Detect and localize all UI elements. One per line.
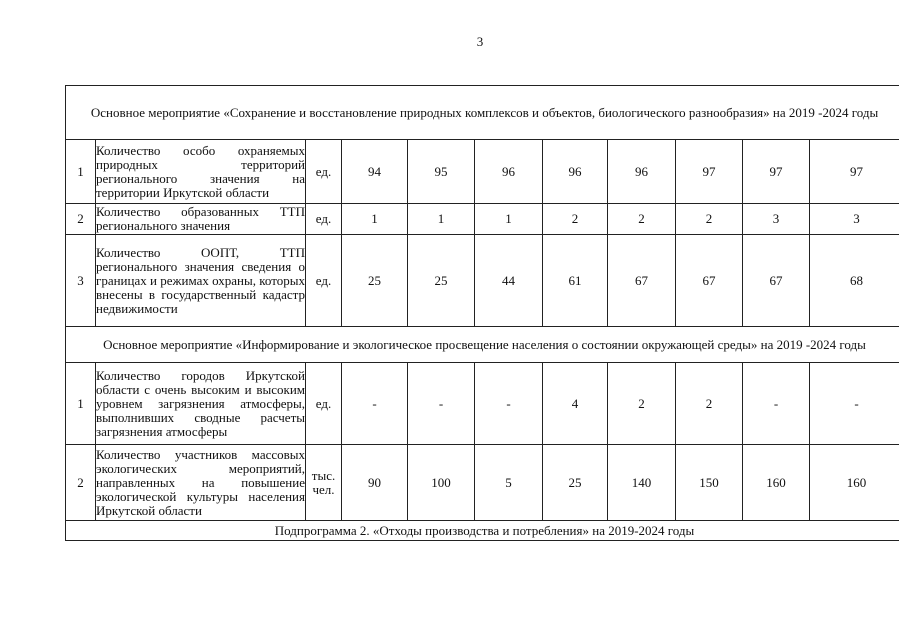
value-cell: 2 (608, 363, 676, 445)
value-cell: 2 (676, 363, 743, 445)
indicator-description: Количество городов Иркутской области с очень высоким и высоким уровнем загрязнения атмосферы, выполнивших сводные расчеты загрязнения атмосферы (96, 363, 306, 445)
value-cell: 95 (408, 140, 475, 204)
value-cell: 67 (743, 235, 810, 327)
value-cell: 4 (543, 363, 608, 445)
row-number: 2 (66, 204, 96, 235)
value-cell: 68 (810, 235, 899, 327)
value-cell: 90 (342, 445, 408, 521)
section-header-row (66, 327, 899, 363)
value-cell: 160 (810, 445, 899, 521)
row-number: 2 (66, 445, 96, 521)
indicators-table (65, 85, 899, 541)
value-cell: 1 (408, 204, 475, 235)
value-cell: 25 (408, 235, 475, 327)
value-cell: 100 (408, 445, 475, 521)
unit-cell: тыс. чел. (306, 445, 342, 521)
value-cell: 3 (810, 204, 899, 235)
value-cell: 25 (342, 235, 408, 327)
indicator-description: Количество образованных ТТП регионального значения (96, 204, 305, 233)
value-cell: 25 (543, 445, 608, 521)
unit-cell: ед. (306, 140, 342, 204)
value-cell: - (810, 363, 899, 445)
unit-cell: ед. (306, 235, 342, 327)
value-cell: 160 (743, 445, 810, 521)
value-cell: 1 (475, 204, 543, 235)
unit-cell: ед. (306, 204, 342, 235)
value-cell: 67 (676, 235, 743, 327)
value-cell: 44 (475, 235, 543, 327)
value-cell: 61 (543, 235, 608, 327)
value-cell: - (408, 363, 475, 445)
value-cell: 97 (810, 140, 899, 204)
row-number: 1 (66, 140, 96, 204)
value-cell: 96 (543, 140, 608, 204)
value-cell: 2 (676, 204, 743, 235)
row-number: 3 (66, 235, 96, 327)
table-row (66, 235, 899, 327)
unit-cell: ед. (306, 363, 342, 445)
value-cell: 2 (608, 204, 676, 235)
value-cell: 3 (743, 204, 810, 235)
row-number: 1 (66, 363, 96, 445)
value-cell: 150 (676, 445, 743, 521)
table-row (66, 204, 899, 235)
indicator-description: Количество особо охраняемых природных территорий регионального значения на территории Иркутской области (96, 140, 306, 204)
section-header-row (66, 86, 899, 140)
value-cell: - (342, 363, 408, 445)
section-title-nature: Основное мероприятие «Сохранение и восстановление природных комплексов и объектов, биологического разнообразия» на 2019 -2024 годы (66, 86, 899, 140)
value-cell: 1 (342, 204, 408, 235)
value-cell: 140 (608, 445, 676, 521)
section-title-education: Основное мероприятие «Информирование и экологическое просвещение населения о состоянии окружающей среды» на 2019 -2024 годы (66, 327, 899, 363)
table-row (66, 363, 899, 445)
indicator-description: Количество участников массовых экологических мероприятий, направленных на повышение экологической культуры населения Иркутской области (96, 445, 306, 521)
value-cell: 2 (543, 204, 608, 235)
value-cell: 97 (743, 140, 810, 204)
value-cell: 94 (342, 140, 408, 204)
value-cell: 97 (676, 140, 743, 204)
value-cell: 96 (608, 140, 676, 204)
subprogram-title: Подпрограмма 2. «Отходы производства и потребления» на 2019-2024 годы (66, 521, 899, 541)
value-cell: 96 (475, 140, 543, 204)
page-number: 3 (476, 34, 484, 49)
value-cell: - (743, 363, 810, 445)
subprogram-row (66, 521, 899, 541)
value-cell: 67 (608, 235, 676, 327)
indicator-description: Количество ООПТ, ТТП регионального значения сведения о границах и режимах охраны, которых внесены в государственный кадастр недвижимости (96, 235, 306, 327)
table-row (66, 140, 899, 204)
table-row (66, 445, 899, 521)
value-cell: 5 (475, 445, 543, 521)
value-cell: - (475, 363, 543, 445)
